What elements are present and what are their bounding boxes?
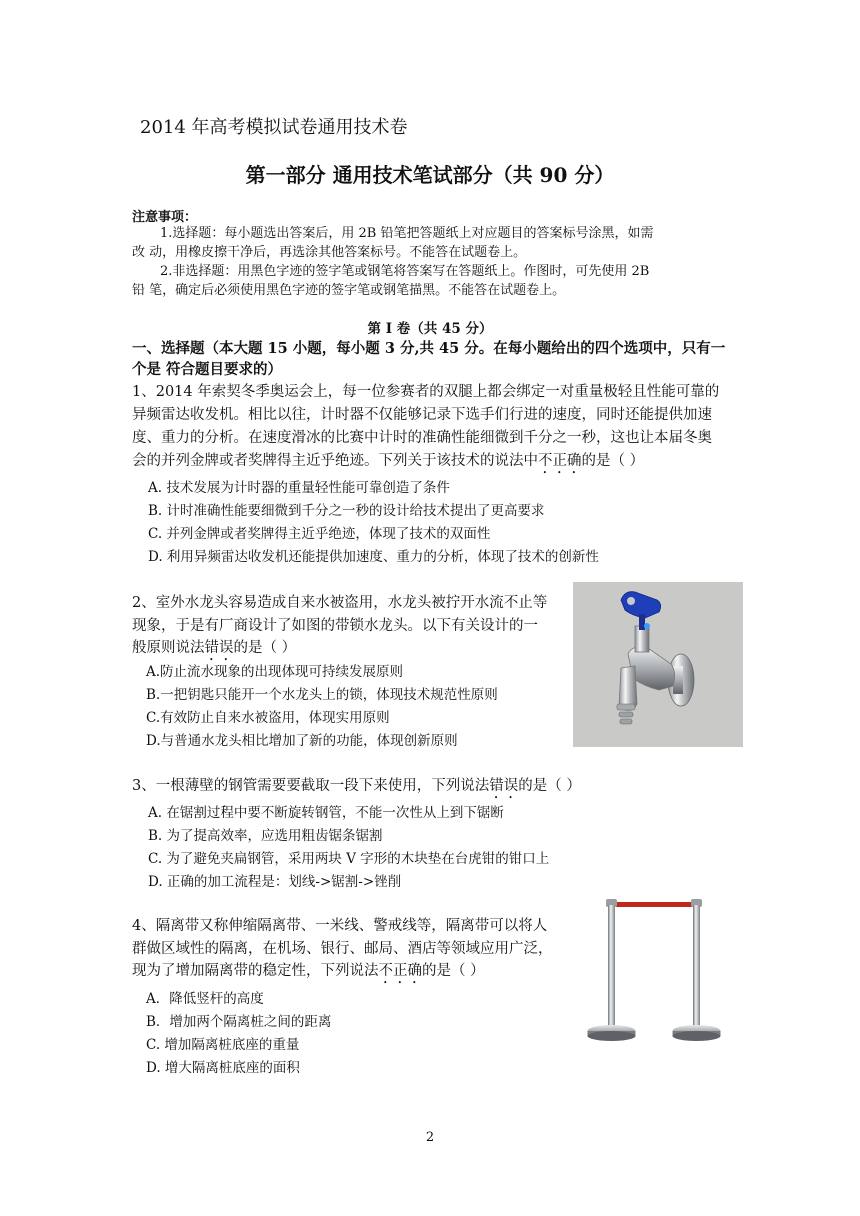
notes-title: 注意事项：	[132, 210, 198, 225]
option-b: B．增加两个隔离桩之间的距离	[146, 1014, 332, 1030]
section-title: 第 I 卷（共 45 分）	[367, 321, 493, 337]
question-2-text: 般原则说法	[132, 640, 205, 656]
option-d: D. 利用异频雷达收发机还能提供加速度、重力的分析，体现了技术的创新性	[148, 549, 599, 565]
page-number: 2	[425, 1130, 435, 1145]
note-line: 1.选择题：每小题选出答案后，用 2B 铅笔把答题纸上对应题目的答案标号涂黑，如需	[160, 226, 654, 241]
document-title: 2014 年高考模拟试卷通用技术卷	[140, 117, 408, 138]
emphasis-text: 错误	[489, 778, 519, 794]
question-1-text: 会的并列金牌或者奖牌得主近乎绝迹。下列关于该技术的说法中	[132, 453, 538, 469]
section-heading: 一、选择题（本大题 15 小题，每小题 3 分,共 45 分。在每小题给出的四个选项中，只有一个是 符合题目要求的）	[132, 340, 726, 378]
option-b: B. 为了提高效率，应选用粗齿锯条锯割	[148, 828, 383, 844]
answer-bracket: 的是（ ）	[581, 453, 645, 469]
barrier-posts-image	[576, 893, 736, 1048]
option-a: A.防止流水现象的出现体现可持续发展原则	[146, 664, 404, 680]
question-2-line: 现象，于是有厂商设计了如图的带锁水龙头。以下有关设计的一	[132, 618, 538, 634]
note-line: 铅 笔，确定后必须使用黑色字迹的签字笔或钢笔描黑。不能答在试题卷上。	[132, 283, 566, 298]
question-4-text: 现为了增加隔离带的稳定性，下列说法	[132, 963, 379, 979]
emphasis-text: 不正确	[538, 453, 582, 469]
option-d: D. 增大隔离桩底座的面积	[146, 1060, 300, 1076]
question-1-line: 度、重力的分析。在速度滑冰的比赛中计时的准确性能细微到千分之一秒，这也让本届冬奥	[132, 430, 712, 446]
answer-bracket: 的是（ ）	[422, 963, 485, 979]
question-4-line: 群做区域性的隔离，在机场、银行、邮局、酒店等领域应用广泛，	[132, 941, 553, 957]
option-a: A. 技术发展为计时器的重量轻性能可靠创造了条件	[148, 480, 450, 496]
answer-bracket: 的是（ ）	[518, 778, 581, 794]
locked-faucet-image	[573, 582, 743, 747]
note-line: 改 动，用橡皮擦干净后，再选涂其他答案标号。不能答在试题卷上。	[132, 245, 527, 260]
option-d: D.与普通水龙头相比增加了新的功能，体现创新原则	[146, 733, 458, 749]
option-a: A．降低竖杆的高度	[146, 991, 264, 1007]
option-c: C. 增加隔离桩底座的重量	[146, 1037, 300, 1053]
answer-bracket: 的是（ ）	[233, 640, 297, 656]
question-1-last-line	[132, 450, 644, 477]
question-4-last-line	[132, 960, 485, 987]
emphasis-text: 不正确	[378, 963, 422, 979]
faucet-illustration	[573, 582, 743, 747]
option-b: B.一把钥匙只能开一个水龙头上的锁，体现技术规范性原则	[146, 687, 498, 703]
part-title: 第一部分 通用技术笔试部分（共 90 分）	[245, 163, 615, 187]
note-line: 2.非选择题：用黑色字迹的签字笔或钢笔将答案写在答题纸上。作图时，可先使用 2B	[160, 264, 650, 279]
question-1-line: 异频雷达收发机。相比以往，计时器不仅能够记录下选手们行进的速度，同时还能提供加速	[132, 407, 712, 423]
option-c: C. 为了避免夹扁钢管，采用两块 V 字形的木块垫在台虎钳的钳口上	[148, 851, 550, 867]
question-3-line	[132, 775, 581, 802]
option-c: C. 并列金牌或者奖牌得主近乎绝迹，体现了技术的双面性	[148, 526, 491, 542]
option-a: A. 在锯割过程中要不断旋转钢管，不能一次性从上到下锯断	[148, 805, 504, 821]
question-3-text: 3、一根薄壁的钢管需要要截取一段下来使用，下列说法	[132, 778, 490, 794]
question-4-line: 4、隔离带又称伸缩隔离带、一米线、警戒线等，隔离带可以将人	[132, 918, 548, 934]
option-d: D. 正确的加工流程是：划线->锯割->锉削	[148, 874, 402, 890]
option-b: B. 计时准确性能要细微到千分之一秒的设计给技术提出了更高要求	[148, 503, 545, 519]
barrier-illustration	[576, 893, 736, 1048]
question-2-line: 2、室外水龙头容易造成自来水被盗用，水龙头被拧开水流不止等	[132, 595, 548, 611]
option-c: C.有效防止自来水被盗用，体现实用原则	[146, 710, 390, 726]
question-2-last-line	[132, 637, 296, 664]
emphasis-text: 错误	[204, 640, 234, 656]
question-1-line: 1、2014 年索契冬季奥运会上，每一位参赛者的双腿上都会绑定一对重量极轻且性能可靠的	[132, 384, 720, 400]
